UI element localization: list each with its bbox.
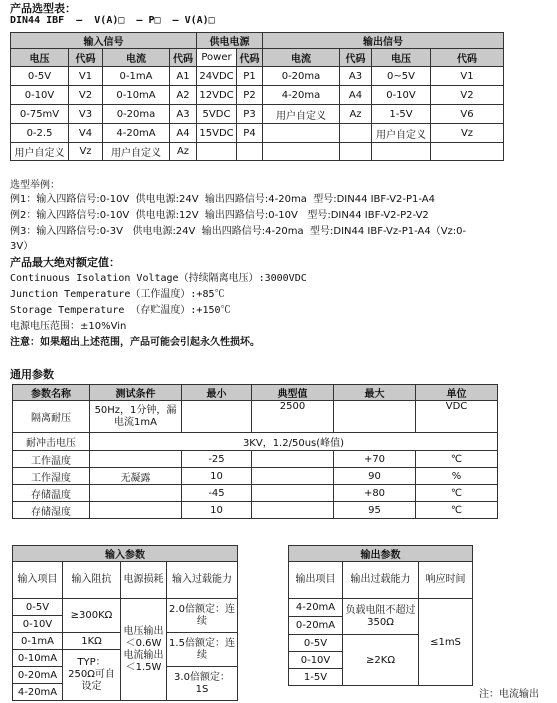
cell: 0-10V bbox=[289, 652, 343, 669]
cell bbox=[340, 124, 372, 143]
cell: % bbox=[416, 468, 498, 485]
cell: ≤1mS bbox=[419, 599, 473, 686]
table-row bbox=[289, 599, 473, 617]
cell bbox=[340, 143, 372, 161]
selection-table bbox=[10, 32, 504, 161]
cell: -25 bbox=[182, 451, 252, 468]
cell: 1KΩ bbox=[63, 633, 121, 650]
table-row bbox=[11, 143, 504, 161]
input-params-table bbox=[12, 545, 238, 701]
subheader: 代码 bbox=[340, 49, 372, 67]
cell: 0-1mA bbox=[13, 633, 63, 650]
cell: P2 bbox=[237, 86, 263, 105]
example-line: 例1：输入四路信号:0-10V 供电电源:24V 输出四路信号:4-20ma 型号:DIN44 IBF-V2-P1-A4 bbox=[10, 194, 435, 205]
selection-subheader-row bbox=[11, 49, 504, 67]
table-row bbox=[13, 451, 498, 468]
cell: 4-20mA bbox=[13, 684, 63, 701]
cell: 3.0倍额定：1S bbox=[167, 667, 238, 701]
cell: 1-5V bbox=[372, 105, 431, 124]
group-header-input: 输入信号 bbox=[11, 33, 197, 49]
cell: +80 bbox=[334, 485, 416, 502]
cell: V3 bbox=[69, 105, 103, 124]
cell: 5VDC bbox=[197, 105, 237, 124]
column-header: 参数名称 bbox=[13, 385, 90, 401]
column-header: 测试条件 bbox=[90, 385, 182, 401]
cell: 95 bbox=[334, 502, 416, 519]
ratings-title: 产品最大绝对额定值： bbox=[10, 256, 120, 269]
table-row bbox=[13, 401, 498, 433]
cell: 0-20ma bbox=[263, 67, 340, 86]
model-code: DIN44 IBF – V(A)□ – P□ – V(A)□ bbox=[10, 15, 215, 26]
general-title: 通用参数 bbox=[10, 368, 54, 381]
table-row bbox=[13, 599, 238, 616]
cell bbox=[263, 143, 340, 161]
cell bbox=[90, 502, 182, 519]
cell: ℃ bbox=[416, 485, 498, 502]
cell: P3 bbox=[237, 105, 263, 124]
cell: 存储温度 bbox=[13, 485, 90, 502]
subheader: 电压 bbox=[372, 49, 431, 67]
cell: 0-10mA bbox=[103, 86, 170, 105]
cell: 0-2.5 bbox=[11, 124, 69, 143]
cell: 0-20mA bbox=[13, 667, 63, 684]
cell: 0-5V bbox=[13, 599, 63, 616]
group-header-output: 输出信号 bbox=[263, 33, 504, 49]
table-row bbox=[13, 468, 498, 485]
subheader: Power bbox=[197, 49, 237, 67]
cell: 10 bbox=[182, 468, 252, 485]
cell bbox=[90, 451, 182, 468]
cell: 隔离耐压 bbox=[13, 401, 90, 433]
subheader: 代码 bbox=[431, 49, 504, 67]
output-params-table bbox=[288, 545, 473, 686]
cell: V1 bbox=[69, 67, 103, 86]
table-row bbox=[13, 433, 498, 451]
input-params-title: 输入参数 bbox=[13, 546, 238, 562]
table-row bbox=[11, 105, 504, 124]
column-header: 响应时间 bbox=[419, 562, 473, 599]
cell bbox=[334, 401, 416, 433]
cell: 存储湿度 bbox=[13, 502, 90, 519]
subheader: 代码 bbox=[170, 49, 197, 67]
subheader: 电流 bbox=[263, 49, 340, 67]
cell: A4 bbox=[340, 86, 372, 105]
cell: P4 bbox=[237, 124, 263, 143]
column-header: 输入过载能力 bbox=[167, 562, 238, 599]
cell: 0-10V bbox=[13, 616, 63, 633]
cell bbox=[431, 143, 504, 161]
cell: ℃ bbox=[416, 502, 498, 519]
cell: 24VDC bbox=[197, 67, 237, 86]
cell: 0-20mA bbox=[289, 617, 343, 635]
cell: Az bbox=[340, 105, 372, 124]
cell: 0-75mV bbox=[11, 105, 69, 124]
cell: P1 bbox=[237, 67, 263, 86]
cell bbox=[252, 468, 334, 485]
cell: 4-20ma bbox=[263, 86, 340, 105]
cell: 0-10V bbox=[11, 86, 69, 105]
examples-title: 选型举例： bbox=[10, 180, 60, 191]
cell: Az bbox=[170, 143, 197, 161]
cell: 4-20mA bbox=[103, 124, 170, 143]
warning-text: 注意：如果超出上述范围，产品可能会引起永久性损坏。 bbox=[10, 337, 260, 348]
cell: A2 bbox=[170, 86, 197, 105]
cell: Vz bbox=[69, 143, 103, 161]
subheader: 电流 bbox=[103, 49, 170, 67]
column-header: 单位 bbox=[416, 385, 498, 401]
cell: 2500 bbox=[252, 401, 334, 433]
cell: V6 bbox=[431, 105, 504, 124]
output-params-title: 输出参数 bbox=[289, 546, 473, 562]
cell: +70 bbox=[334, 451, 416, 468]
cell: A4 bbox=[170, 124, 197, 143]
rating-line: Storage Temperature （存贮温度）:+150℃ bbox=[10, 305, 231, 316]
rating-line: Junction Temperature（工作温度）:+85℃ bbox=[10, 289, 225, 300]
example-line: 例2：输入四路信号:0-10V 供电电源:12V 输出四路信号:0-10V 型号:DIN44 IBF-V2-P2-V2 bbox=[10, 210, 429, 221]
cell: 0-10mA bbox=[13, 650, 63, 667]
cell: 2.0倍额定：连续 bbox=[167, 599, 238, 633]
cell bbox=[252, 485, 334, 502]
cell bbox=[182, 401, 252, 433]
cell: 90 bbox=[334, 468, 416, 485]
cell: 4-20mA bbox=[289, 599, 343, 617]
cell: -45 bbox=[182, 485, 252, 502]
cell: 用户自定义 bbox=[372, 124, 431, 143]
group-header-power: 供电电源 bbox=[197, 33, 263, 49]
cell: 12VDC bbox=[197, 86, 237, 105]
cell bbox=[252, 451, 334, 468]
cell: 用户自定义 bbox=[263, 105, 340, 124]
cell: 0-20ma bbox=[103, 105, 170, 124]
column-header: 输出项目 bbox=[289, 562, 343, 599]
table-row bbox=[11, 124, 504, 143]
rating-line: 电源电压范围：±10%Vin bbox=[10, 321, 127, 332]
column-header: 输入阻抗 bbox=[63, 562, 121, 599]
column-header: 电源损耗 bbox=[121, 562, 167, 599]
general-params-table bbox=[12, 384, 498, 519]
cell: VDC bbox=[416, 401, 498, 433]
cell bbox=[372, 143, 431, 161]
cell: 0-10V bbox=[372, 86, 431, 105]
column-header: 典型值 bbox=[252, 385, 334, 401]
cell: A3 bbox=[340, 67, 372, 86]
column-header: 最小 bbox=[182, 385, 252, 401]
column-header: 最大 bbox=[334, 385, 416, 401]
subheader: 代码 bbox=[237, 49, 263, 67]
cell: 用户自定义 bbox=[103, 143, 170, 161]
cell: 工作湿度 bbox=[13, 468, 90, 485]
table-row bbox=[11, 67, 504, 86]
column-header: 输出过载能力 bbox=[343, 562, 419, 599]
rating-line: Continuous Isolation Voltage（持续隔离电压）:3000VDC bbox=[10, 273, 307, 284]
cell bbox=[252, 502, 334, 519]
cell: 0-5V bbox=[289, 635, 343, 652]
cell: 耐冲击电压 bbox=[13, 433, 90, 451]
table-row bbox=[13, 485, 498, 502]
cell bbox=[90, 485, 182, 502]
cell: 用户自定义 bbox=[11, 143, 69, 161]
cell: A1 bbox=[170, 67, 197, 86]
cell: V1 bbox=[431, 67, 504, 86]
cell: ≥300KΩ bbox=[63, 599, 121, 633]
table-row bbox=[11, 86, 504, 105]
cell: TYP：250Ω可自设定 bbox=[63, 650, 121, 701]
cell: 10 bbox=[182, 502, 252, 519]
cell: 15VDC bbox=[197, 124, 237, 143]
cell: 1.5倍额定：连续 bbox=[167, 633, 238, 667]
column-header: 输入项目 bbox=[13, 562, 63, 599]
selection-title: 产品选型表： bbox=[10, 2, 76, 15]
cell: 0~5V bbox=[372, 67, 431, 86]
cell: ≥2KΩ bbox=[343, 635, 419, 686]
example-line: 例3：输入四路信号:0-3V 供电电源:24V 输出四路信号:4-20ma 型号:DIN44 IBF-Vz-P1-A4（Vz:0- bbox=[10, 226, 467, 237]
cell: ℃ bbox=[416, 451, 498, 468]
cell bbox=[197, 143, 237, 161]
cell: 0-5V bbox=[11, 67, 69, 86]
cell: V2 bbox=[69, 86, 103, 105]
cell: V2 bbox=[431, 86, 504, 105]
cell: 1-5V bbox=[289, 669, 343, 686]
note-text: 注：电流输出 bbox=[479, 689, 539, 700]
cell: A3 bbox=[170, 105, 197, 124]
table-row bbox=[13, 502, 498, 519]
cell: Vz bbox=[431, 124, 504, 143]
cell: V4 bbox=[69, 124, 103, 143]
cell: 0-1mA bbox=[103, 67, 170, 86]
cell: 工作温度 bbox=[13, 451, 90, 468]
cell: 负载电阻不超过350Ω bbox=[343, 599, 419, 635]
cell: 电压输出＜0.6W电流输出＜1.5W bbox=[121, 599, 167, 701]
subheader: 电压 bbox=[11, 49, 69, 67]
cell: 50Hz，1分钟，漏电流1mA bbox=[90, 401, 182, 433]
cell: 3KV，1.2/50us(峰值) bbox=[90, 433, 498, 451]
cell bbox=[237, 143, 263, 161]
cell bbox=[263, 124, 340, 143]
cell: 无凝露 bbox=[90, 468, 182, 485]
subheader: 代码 bbox=[69, 49, 103, 67]
example-line: 3V） bbox=[10, 241, 34, 252]
